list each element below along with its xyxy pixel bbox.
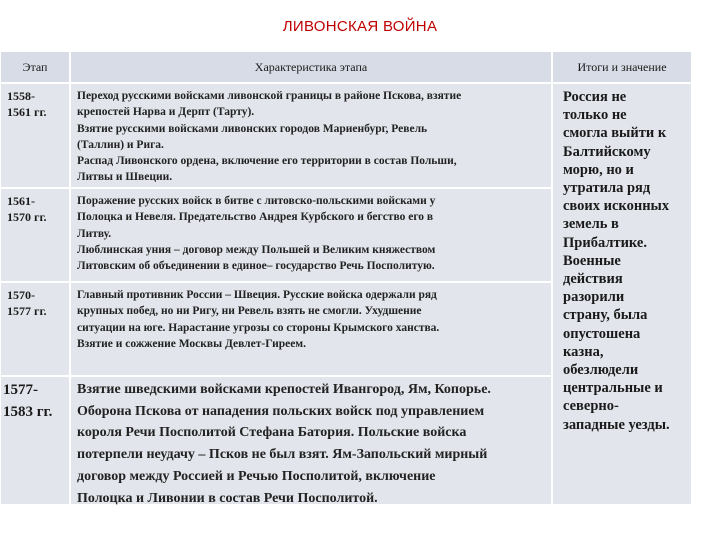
description-line: Полоцка и Невеля. Предательство Андрея Курбского и бегство его в [77,211,434,224]
stage-cell [1,189,69,281]
description-line: Взятие и сожжение Москвы Девлет-Гиреем. [77,337,307,350]
stage-line: 1570- [7,288,35,302]
description-line: Люблинская уния – договор между Польшей и Великим княжеством [77,243,436,256]
description-line: Литву. [77,227,112,240]
stage-line: 1577 гг. [7,304,47,318]
stage-line: 1583 гг. [3,404,53,420]
description-cell [71,189,551,281]
description-line: потерпели неудачу – Псков не был взят. Ям-Запольский мирный [77,447,488,463]
header-result: Итоги и значение [553,52,691,82]
stage-line: 1561- [7,194,35,208]
description-line: Полоцка и Ливонии в состав Речи Посполитой. [77,490,378,506]
stage-cell [1,84,69,187]
header-stage: Этап [1,52,69,82]
description-line: договор между Россией и Речью Посполитой, включение [77,468,436,484]
page-title: ЛИВОНСКАЯ ВОЙНА [282,18,438,35]
description-cell [71,283,551,375]
description-line: Взятие русскими войсками ливонских городов Мариенбург, Ревель [77,122,428,135]
livonian-war-table [1,52,691,504]
description-line: ситуации на юге. Нарастание угрозы со стороны Крымского ханства. [77,321,440,334]
description-line: Литовским об объединении в единое– государство Речь Посполитую. [77,260,435,273]
description-line: крупных побед, но ни Ригу, ни Ревель взять не смогли. Ухудшение [77,305,422,318]
description-line: Поражение русских войск в битве с литовско-польскими войсками у [77,195,436,207]
description-line: (Таллин) и Рига. [77,138,164,151]
stage-cell [1,283,69,375]
result-cell: Россия не только не смогла выйти к Балтийскому морю, но и утратила ряд своих исконных земель в Прибалтике. Военные действия разорили страну, была опустошена казна, обезлюдели центральные и северно- западные уезды. [553,84,691,504]
description-line: крепостей Нарва и Дерпт (Тарту). [77,106,255,119]
description-cell [71,84,551,187]
description-line: Переход русскими войсками ливонской границы в районе Пскова, взятие [77,90,462,102]
stage-line: 1558- [7,89,35,103]
header-description: Характеристика этапа [71,52,551,82]
description-line: Литвы и Швеции. [77,171,173,184]
stage-line: 1561 гг. [7,105,47,119]
description-line: короля Речи Посполитой Стефана Батория. Польские войска [77,425,467,441]
description-line: Распад Ливонского ордена, включение его территории в состав Польши, [77,155,457,168]
stage-line: 1577- [3,382,38,398]
description-line: Оборона Пскова от нападения польских войск под управлением [77,403,485,419]
description-line: Взятие шведскими войсками крепостей Ивангород, Ям, Копорье. [77,382,491,397]
stage-cell [1,377,69,504]
stage-line: 1570 гг. [7,210,47,224]
description-cell [71,377,551,504]
description-line: Главный противник России – Швеция. Русские войска одержали ряд [77,289,437,301]
